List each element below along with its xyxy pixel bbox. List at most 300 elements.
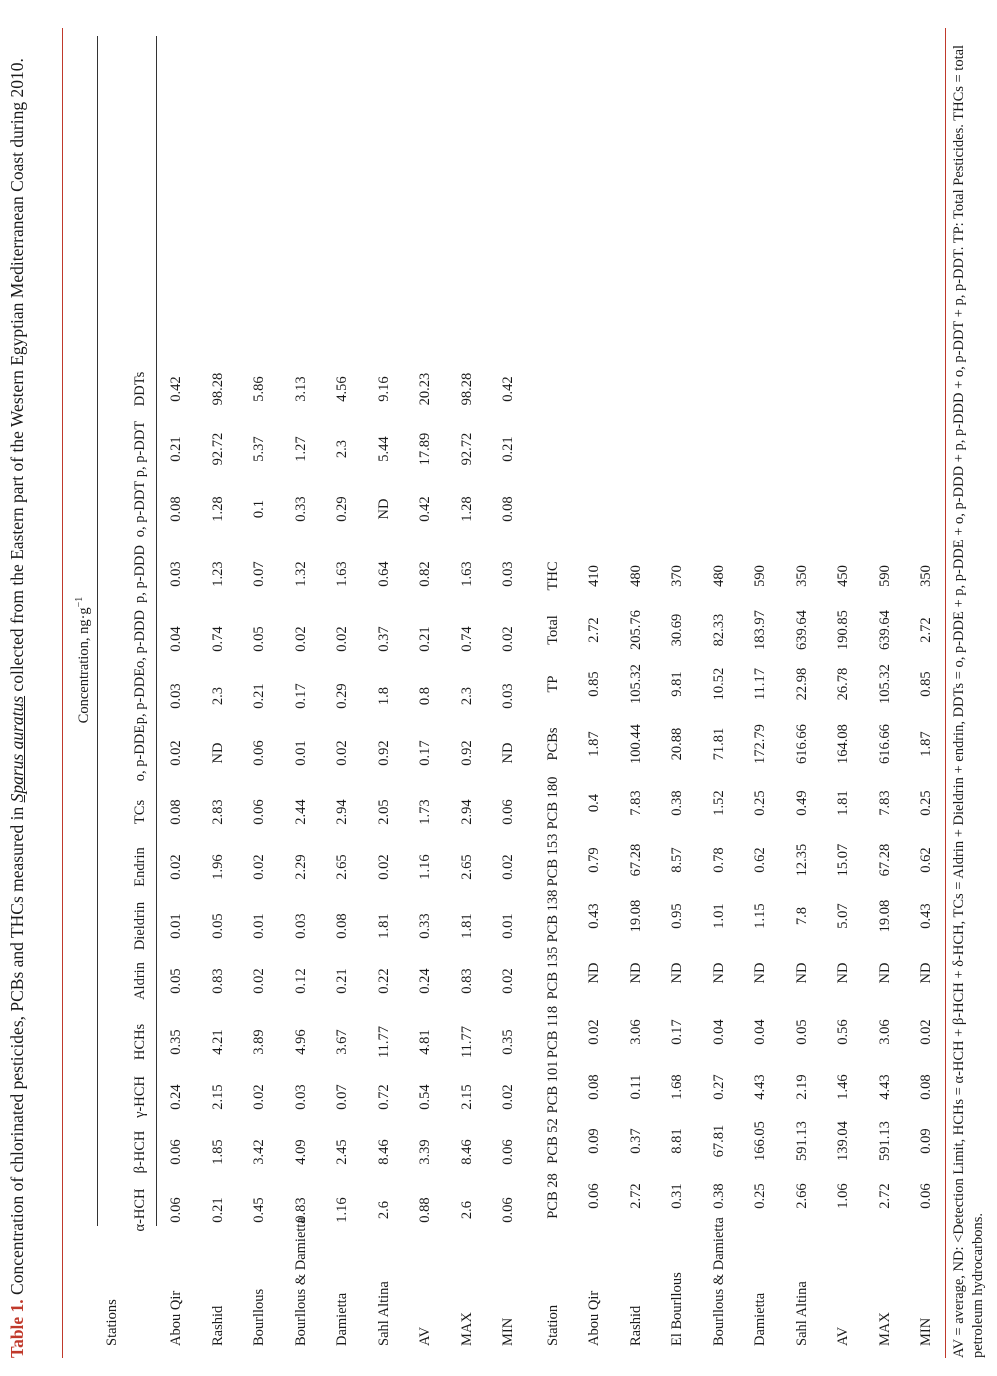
table-footnote: AV = average, ND: <Detection Limit, HCHs = α-HCH + β-HCH + δ-HCH, TCs = Aldrin + Dieldrin + endrin, DDTs = o, p-DDE + p, p-DDE + o, p-DDD + p, p-DDD + o, p-DDT + p, p-DDT. TP: Total Pesticides. THCs = total petroleum hydrocarbons. (951, 44, 986, 1358)
table-cell: 5.86 (251, 376, 267, 402)
table-cell: 410 (586, 565, 602, 587)
table-cell: 0.02 (251, 854, 267, 880)
table-cell: 0.02 (334, 740, 350, 766)
table-cell: 1.27 (292, 436, 309, 462)
table-cell: 0.82 (417, 561, 433, 587)
table-cell: 105.32 (876, 664, 893, 704)
table-cell: 0.49 (793, 790, 810, 816)
table-cell: 0.27 (710, 1074, 727, 1100)
table-cell: 0.33 (292, 496, 309, 522)
table-cell: 1.63 (458, 561, 475, 587)
table-cell: 0.08 (918, 1074, 934, 1100)
table-cell: 0.62 (752, 847, 768, 873)
table-cell: 0.02 (334, 626, 350, 652)
table-cell: 0.06 (586, 1183, 602, 1209)
table-cell: 4.81 (417, 1029, 433, 1055)
table-cell: 11.77 (458, 1025, 475, 1059)
column-header: PCB 101 (545, 1060, 561, 1114)
table-cell: 1.15 (752, 903, 768, 929)
table-cell: 10.52 (710, 667, 727, 701)
table-cell: 4.43 (752, 1074, 768, 1100)
table-cell: 2.65 (334, 854, 350, 880)
table-cell: 0.06 (251, 740, 267, 766)
column-header: γ-HCH (132, 1076, 148, 1118)
row-station: AV (417, 1326, 433, 1346)
table-cell: 67.28 (627, 843, 644, 877)
table-cell: 11.77 (375, 1025, 392, 1059)
caption-label: Table 1. (7, 1299, 27, 1358)
table-cell: 0.12 (292, 968, 309, 994)
column-header: PCB 135 (545, 946, 561, 1000)
table-cell: ND (586, 962, 602, 984)
table-cell: 9.81 (669, 671, 685, 697)
table-cell: 19.08 (627, 899, 644, 933)
table-cell: 0.17 (669, 1019, 685, 1045)
table-cell: 0.02 (586, 1019, 602, 1045)
table-cell: 0.83 (209, 968, 226, 994)
table-cell: 1.96 (209, 854, 226, 880)
table-cell: 1.06 (835, 1183, 851, 1209)
table-cell: 0.06 (168, 1197, 184, 1223)
table-cell: 0.07 (251, 561, 267, 587)
row-station: El Bourllous (669, 1272, 685, 1346)
table-cell: ND (627, 962, 644, 984)
table-cell: 0.92 (375, 740, 392, 766)
table-cell: 0.21 (334, 968, 350, 994)
column-header: Endrin (132, 847, 148, 887)
table-cell: 105.32 (627, 664, 644, 704)
table-cell: 0.03 (168, 561, 184, 587)
column-header: PCB 52 (545, 1118, 561, 1164)
table-cell: 0.88 (417, 1197, 433, 1223)
table-cell: 1.28 (458, 496, 475, 522)
table-cell: 0.78 (710, 847, 727, 873)
table-cell: 0.06 (500, 799, 516, 825)
table-cell: 0.35 (168, 1029, 184, 1055)
table-cell: 4.56 (334, 376, 350, 402)
table-cell: 0.08 (168, 496, 184, 522)
row-station: Bourllous & Damietta (292, 1217, 309, 1346)
caption-text-after: collected from the Eastern part of the Western Egyptian Mediterranean Coast during 2010. (7, 58, 27, 692)
table-cell: 5.37 (251, 436, 267, 462)
table-cell: 0.02 (251, 1084, 267, 1110)
table-cell: 0.02 (500, 854, 516, 880)
table-cell: 1.46 (835, 1074, 851, 1100)
table-cell: 67.28 (876, 843, 893, 877)
table-cell: 0.09 (918, 1128, 934, 1154)
table-cell: 1.85 (209, 1139, 226, 1165)
table-cell: 0.06 (251, 799, 267, 825)
table-cell: 2.05 (375, 799, 392, 825)
table-cell: 0.08 (168, 799, 184, 825)
column-header: TCs (132, 799, 148, 825)
table-cell: 8.46 (458, 1139, 475, 1165)
table-cell: ND (710, 962, 727, 984)
row-station: AV (835, 1326, 851, 1346)
table-cell: 0.03 (168, 683, 184, 709)
table-cell: 92.72 (458, 432, 475, 466)
caption-species: Sparus auratus (7, 695, 27, 803)
table-cell: 8.57 (669, 847, 685, 873)
table-cell: 11.17 (752, 667, 768, 701)
table-cell: 2.6 (375, 1200, 392, 1220)
table-cell: 0.56 (835, 1019, 851, 1045)
column-header: PCB 153 (545, 833, 561, 887)
table-cell: ND (669, 962, 685, 984)
column-header: p, p-DDE (132, 667, 148, 725)
table-cell: 0.43 (586, 903, 602, 929)
table-cell: 2.15 (458, 1084, 475, 1110)
table-cell: 3.06 (627, 1019, 644, 1045)
table-cell: 480 (627, 565, 644, 587)
table-cell: 616.66 (876, 724, 893, 764)
table-cell: 12.35 (793, 843, 810, 877)
table-cell: 17.89 (417, 432, 433, 466)
row-station: Damietta (752, 1292, 768, 1346)
table-cell: 0.43 (918, 903, 934, 929)
table-cell: 0.21 (168, 436, 184, 462)
table-cell: 2.72 (876, 1183, 893, 1209)
table-cell: 0.25 (918, 790, 934, 816)
table-cell: 1.16 (334, 1197, 350, 1223)
table-cell: 5.44 (375, 436, 392, 462)
table-cell: 0.02 (375, 854, 392, 880)
column-header: Total (545, 615, 561, 645)
column-header: THC (545, 561, 561, 591)
table-cell: 0.38 (669, 790, 685, 816)
table-cell: 2.94 (334, 799, 350, 825)
table-cell: 3.06 (876, 1019, 893, 1045)
table-cell: 0.02 (500, 1084, 516, 1110)
table-cell: 450 (835, 565, 851, 587)
table-cell: 0.95 (669, 903, 685, 929)
table-cell: 172.79 (752, 724, 768, 764)
table-cell: 2.72 (586, 617, 602, 643)
table-cell: 1.01 (710, 903, 727, 929)
table-cell: 1.28 (209, 496, 226, 522)
column-header: p, p-DDD (132, 545, 148, 603)
table-cell: 0.06 (168, 1139, 184, 1165)
concentration-unit-exponent: −1 (74, 596, 85, 608)
table-cell: 0.02 (292, 626, 309, 652)
table-cell: 0.29 (334, 683, 350, 709)
table-cell: 2.29 (292, 854, 309, 880)
table-cell: 616.66 (793, 724, 810, 764)
table-cell: ND (500, 742, 516, 764)
column-header: TP (545, 675, 561, 693)
table-cell: 2.15 (209, 1084, 226, 1110)
table-cell: 0.74 (209, 626, 226, 652)
table-cell: 370 (669, 565, 685, 587)
table-top-rule (62, 28, 63, 1358)
table-cell: 0.85 (918, 671, 934, 697)
table-cell: 0.42 (500, 376, 516, 402)
table-cell: 183.97 (752, 610, 768, 650)
table-cell: ND (835, 962, 851, 984)
table-cell: 0.09 (586, 1128, 602, 1154)
table-cell: 0.02 (500, 626, 516, 652)
table-cell: 0.37 (375, 626, 392, 652)
table-cell: 1.16 (417, 854, 433, 880)
table-cell: 0.92 (458, 740, 475, 766)
concentration-header (74, 597, 93, 724)
table-cell: 1.68 (669, 1074, 685, 1100)
table-cell: 0.21 (251, 683, 267, 709)
table-cell: 0.05 (209, 913, 226, 939)
table-cell: 2.72 (627, 1183, 644, 1209)
table-cell: 0.25 (752, 790, 768, 816)
table-cell: 0.21 (417, 626, 433, 652)
table-cell: 2.66 (793, 1183, 810, 1209)
row-station: Sahl Altina (375, 1281, 392, 1346)
table-cell: 0.02 (168, 740, 184, 766)
table-cell: ND (918, 962, 934, 984)
table-cell: 350 (918, 565, 934, 587)
table-cell: 591.13 (793, 1121, 810, 1161)
table-cell: 0.03 (292, 1084, 309, 1110)
row-station: Bourllous (251, 1288, 267, 1346)
table-cell: 0.42 (417, 496, 433, 522)
table-cell: 0.24 (417, 968, 433, 994)
table-cell: 0.06 (918, 1183, 934, 1209)
column-header: PCB 180 (545, 776, 561, 830)
table-cell: 22.98 (793, 667, 810, 701)
table-cell: 0.04 (168, 626, 184, 652)
table-cell: 639.64 (876, 610, 893, 650)
table-cell: 0.05 (168, 968, 184, 994)
table-cell: 0.8 (417, 686, 433, 706)
table-cell: 4.43 (876, 1074, 893, 1100)
table-cell: 0.02 (500, 968, 516, 994)
table-cell: 2.83 (209, 799, 226, 825)
table-cell: 5.07 (835, 903, 851, 929)
column-header: p, p-DDT (132, 420, 148, 478)
table-cell: 4.96 (292, 1029, 309, 1055)
table-cell: 0.54 (417, 1084, 433, 1110)
table-cell: 8.81 (669, 1128, 685, 1154)
table-cell: 0.17 (292, 683, 309, 709)
table-cell: 2.94 (458, 799, 475, 825)
table-cell: 0.04 (710, 1019, 727, 1045)
table-cell: 0.02 (918, 1019, 934, 1045)
column-header: α-HCH (132, 1188, 148, 1232)
row-station: Damietta (334, 1292, 350, 1346)
table-cell: 92.72 (209, 432, 226, 466)
table-cell: 590 (752, 565, 768, 587)
table-cell: 0.42 (168, 376, 184, 402)
table-cell: 20.23 (417, 372, 433, 406)
table-cell: 0.08 (334, 913, 350, 939)
table-cell: 2.44 (292, 799, 309, 825)
table-cell: ND (793, 962, 810, 984)
table-cell: 1.52 (710, 790, 727, 816)
table-cell: 0.06 (500, 1139, 516, 1165)
stations-header: Stations (104, 1299, 120, 1346)
row-station: Rashid (209, 1305, 226, 1346)
table-cell: 0.72 (375, 1084, 392, 1110)
row-station: MIN (500, 1317, 516, 1346)
table-cell: 1.81 (835, 790, 851, 816)
table-cell: 0.01 (292, 740, 309, 766)
table-cell: 7.83 (627, 790, 644, 816)
table-cell: 3.42 (251, 1139, 267, 1165)
table-cell: 0.11 (627, 1074, 644, 1100)
row-station: MIN (918, 1317, 934, 1346)
table-cell: 2.3 (209, 686, 226, 706)
table-cell: ND (375, 498, 392, 520)
table-cell: 1.63 (334, 561, 350, 587)
table-cell: 0.02 (251, 968, 267, 994)
table-cell: 0.21 (209, 1197, 226, 1223)
table-cell: 0.83 (292, 1197, 309, 1223)
table-cell: 3.13 (292, 376, 309, 402)
row-station: Abou Qir (168, 1290, 184, 1346)
caption-text-before: Concentration of chlorinated pesticides, PCBs and THCs measured in (7, 806, 27, 1295)
table-cell: 0.03 (500, 683, 516, 709)
table-cell: 2.19 (793, 1074, 810, 1100)
table-cell: 1.81 (458, 913, 475, 939)
table-cell: 0.45 (251, 1197, 267, 1223)
table-caption (6, 28, 29, 1358)
table-cell: 100.44 (627, 724, 644, 764)
table-cell: 0.31 (669, 1183, 685, 1209)
table-cell: 480 (710, 565, 727, 587)
table-cell: 1.73 (417, 799, 433, 825)
table-cell: 0.4 (586, 793, 602, 813)
table-cell: 0.83 (458, 968, 475, 994)
column-header: o, p-DDE (132, 724, 148, 782)
table-cell: 1.81 (375, 913, 392, 939)
table-bottom-rule (945, 28, 946, 1358)
table-cell: 0.35 (500, 1029, 516, 1055)
table-cell: 20.88 (669, 727, 685, 761)
table-cell: 98.28 (209, 372, 226, 406)
column-header: HCHs (132, 1023, 148, 1061)
table-cell: 2.3 (334, 439, 350, 459)
table-cell: 0.79 (586, 847, 602, 873)
row-station: Abou Qir (586, 1290, 602, 1346)
table-cell: 7.8 (793, 906, 810, 926)
table-cell: 0.74 (458, 626, 475, 652)
table-cell: 0.05 (251, 626, 267, 652)
table-cell: 2.72 (918, 617, 934, 643)
table-cell: 4.09 (292, 1139, 309, 1165)
table-cell: 1.87 (586, 731, 602, 757)
table-cell: 2.45 (334, 1139, 350, 1165)
column-header: PCB 118 (545, 1005, 561, 1059)
concentration-label: Concentration, ng·g (75, 607, 92, 724)
table-cell: 139.04 (835, 1121, 851, 1161)
column-header: PCB 138 (545, 889, 561, 943)
table-cell: 205.76 (627, 610, 644, 650)
column-header: o, p-DDD (132, 610, 148, 668)
table-cell: 7.83 (876, 790, 893, 816)
table-cell: 0.01 (500, 913, 516, 939)
row-station: MAX (876, 1312, 893, 1346)
table-cell: 19.08 (876, 899, 893, 933)
table-cell: 3.67 (334, 1029, 350, 1055)
row-station: Sahl Altina (793, 1281, 810, 1346)
table-cell: 0.07 (334, 1084, 350, 1110)
table-cell: 350 (793, 565, 810, 587)
column-header: o, p-DDT (132, 480, 148, 538)
table-cell: 639.64 (793, 610, 810, 650)
table-cell: 9.16 (375, 376, 392, 402)
table-cell: 166.05 (752, 1121, 768, 1161)
table-cell: 0.02 (168, 854, 184, 880)
table-cell: ND (752, 962, 768, 984)
station-header: Station (545, 1304, 561, 1346)
column-header: Aldrin (132, 962, 148, 1000)
table-cell: 0.08 (500, 496, 516, 522)
table-cell: 0.33 (417, 913, 433, 939)
row-station: Rashid (627, 1305, 644, 1346)
table-cell: 0.29 (334, 496, 350, 522)
table-cell: ND (876, 962, 893, 984)
table-cell: 2.6 (458, 1200, 475, 1220)
table-cell: 0.24 (168, 1084, 184, 1110)
header-underline (156, 36, 157, 1226)
table-cell: 0.04 (752, 1019, 768, 1045)
table-cell: 30.69 (669, 613, 685, 647)
table-cell: 0.62 (918, 847, 934, 873)
table-cell: 590 (876, 565, 893, 587)
table-cell: 82.33 (710, 613, 727, 647)
column-header: β-HCH (132, 1130, 148, 1174)
row-station: Bourllous & Damietta (710, 1217, 727, 1346)
table-cell: 26.78 (835, 667, 851, 701)
table-cell: 0.85 (586, 671, 602, 697)
table-cell: 164.08 (835, 724, 851, 764)
table-cell: 0.08 (586, 1074, 602, 1100)
table-cell: 0.03 (500, 561, 516, 587)
table-cell: 8.46 (375, 1139, 392, 1165)
table-cell: 0.05 (793, 1019, 810, 1045)
table-cell: 15.07 (835, 843, 851, 877)
column-header: Dieldrin (132, 901, 148, 951)
column-header: PCBs (545, 727, 561, 761)
table-cell: 2.3 (458, 686, 475, 706)
table-cell: 0.38 (710, 1183, 727, 1209)
table-cell: 0.03 (292, 913, 309, 939)
table-cell: ND (209, 742, 226, 764)
table-cell: 1.8 (375, 686, 392, 706)
table-cell: 3.39 (417, 1139, 433, 1165)
table-cell: 0.25 (752, 1183, 768, 1209)
table-cell: 98.28 (458, 372, 475, 406)
table-cell: 1.87 (918, 731, 934, 757)
table-cell: 0.22 (375, 968, 392, 994)
table-cell: 0.06 (500, 1197, 516, 1223)
table-cell: 0.1 (251, 499, 267, 519)
table-cell: 0.21 (500, 436, 516, 462)
table-cell: 591.13 (876, 1121, 893, 1161)
table-cell: 0.37 (627, 1128, 644, 1154)
column-header: DDTs (132, 371, 148, 407)
table-cell: 2.65 (458, 854, 475, 880)
table-cell: 4.21 (209, 1029, 226, 1055)
table-cell: 190.85 (835, 610, 851, 650)
table-cell: 1.23 (209, 561, 226, 587)
table-cell: 1.32 (292, 561, 309, 587)
table-cell: 0.64 (375, 561, 392, 587)
concentration-underline (97, 36, 98, 1226)
table-cell: 0.01 (168, 913, 184, 939)
table-cell: 67.81 (710, 1124, 727, 1158)
table-cell: 71.81 (710, 727, 727, 761)
row-station: MAX (458, 1312, 475, 1346)
table-cell: 0.17 (417, 740, 433, 766)
